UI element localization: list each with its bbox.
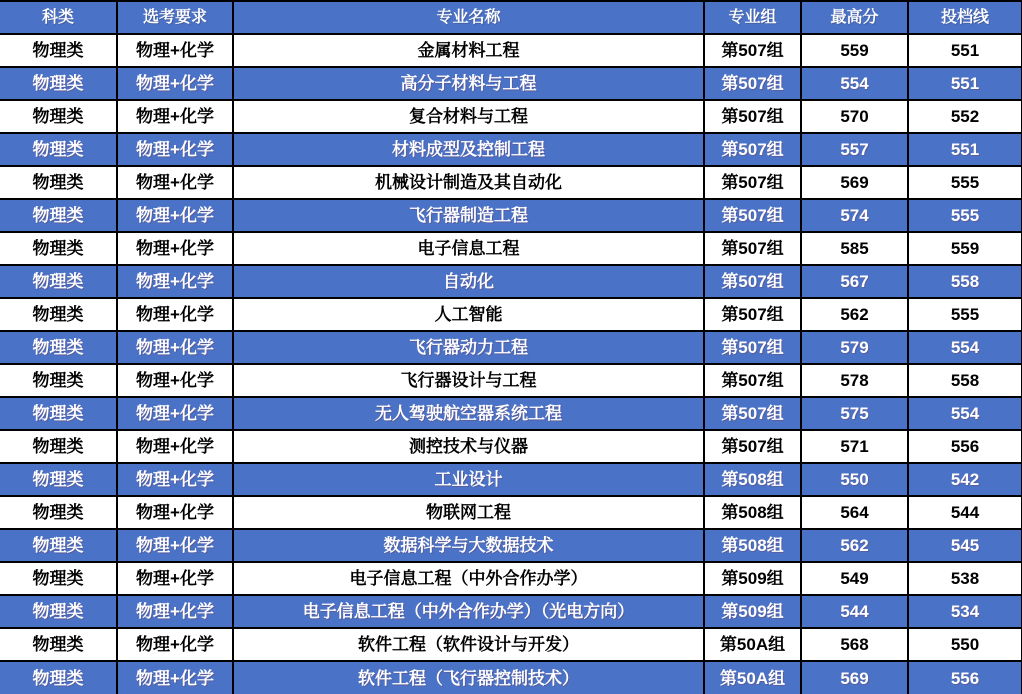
- table-cell: 第507组: [704, 166, 801, 199]
- table-cell: 机械设计制造及其自动化: [233, 166, 704, 199]
- table-row: [0, 364, 1022, 397]
- table-cell: 物理+化学: [117, 496, 233, 529]
- table-cell: 物理+化学: [117, 199, 233, 232]
- table-cell: 物理类: [0, 529, 117, 562]
- table-cell: 复合材料与工程: [233, 100, 704, 133]
- table-row: [0, 199, 1022, 232]
- table-row: [0, 298, 1022, 331]
- table-cell: 物理类: [0, 364, 117, 397]
- table-cell: 物理+化学: [117, 628, 233, 661]
- table-cell: 物理+化学: [117, 265, 233, 298]
- table-cell: 第509组: [704, 595, 801, 628]
- table-row: [0, 67, 1022, 100]
- table-cell: 物理类: [0, 661, 117, 694]
- table-cell: 第507组: [704, 67, 801, 100]
- table-row: [0, 628, 1022, 661]
- table-row: [0, 265, 1022, 298]
- table-cell: 材料成型及控制工程: [233, 133, 704, 166]
- table-cell: 550: [908, 628, 1022, 661]
- table-cell: 飞行器制造工程: [233, 199, 704, 232]
- table-cell: 物理+化学: [117, 34, 233, 67]
- table-cell: 第507组: [704, 199, 801, 232]
- table-cell: 558: [908, 265, 1022, 298]
- table-cell: 556: [908, 661, 1022, 694]
- table-cell: 555: [908, 199, 1022, 232]
- table-cell: 物理类: [0, 595, 117, 628]
- table-cell: 第508组: [704, 529, 801, 562]
- column-header: 投档线: [908, 1, 1022, 34]
- table-cell: 物理类: [0, 34, 117, 67]
- table-cell: 物理+化学: [117, 232, 233, 265]
- table-cell: 物理+化学: [117, 100, 233, 133]
- table-cell: 579: [801, 331, 908, 364]
- table-cell: 物理类: [0, 397, 117, 430]
- table-cell: 第507组: [704, 133, 801, 166]
- table-cell: 物理类: [0, 166, 117, 199]
- table-cell: 551: [908, 67, 1022, 100]
- table-cell: 554: [908, 397, 1022, 430]
- table-cell: 物理+化学: [117, 595, 233, 628]
- table-cell: 第508组: [704, 463, 801, 496]
- table-cell: 571: [801, 430, 908, 463]
- table-cell: 高分子材料与工程: [233, 67, 704, 100]
- table-cell: 飞行器设计与工程: [233, 364, 704, 397]
- table-cell: 558: [908, 364, 1022, 397]
- table-cell: 554: [908, 331, 1022, 364]
- column-header: 选考要求: [117, 1, 233, 34]
- table-cell: 物联网工程: [233, 496, 704, 529]
- table-cell: 556: [908, 430, 1022, 463]
- table-cell: 物理+化学: [117, 529, 233, 562]
- table-cell: 自动化: [233, 265, 704, 298]
- table-cell: 物理+化学: [117, 364, 233, 397]
- table-cell: 物理类: [0, 298, 117, 331]
- table-cell: 物理类: [0, 628, 117, 661]
- table-cell: 物理+化学: [117, 463, 233, 496]
- table-row: [0, 331, 1022, 364]
- table-cell: 飞行器动力工程: [233, 331, 704, 364]
- table-row: [0, 232, 1022, 265]
- table-cell: 551: [908, 133, 1022, 166]
- table-cell: 物理类: [0, 496, 117, 529]
- table-cell: 574: [801, 199, 908, 232]
- table-row: [0, 397, 1022, 430]
- table-cell: 工业设计: [233, 463, 704, 496]
- column-header: 专业名称: [233, 1, 704, 34]
- table-cell: 物理类: [0, 67, 117, 100]
- table-cell: 物理类: [0, 133, 117, 166]
- table-row: [0, 166, 1022, 199]
- table-cell: 578: [801, 364, 908, 397]
- table-cell: 软件工程（飞行器控制技术）: [233, 661, 704, 694]
- table-cell: 物理+化学: [117, 298, 233, 331]
- table-cell: 物理+化学: [117, 562, 233, 595]
- table-cell: 电子信息工程（中外合作办学）: [233, 562, 704, 595]
- table-cell: 549: [801, 562, 908, 595]
- table-row: [0, 463, 1022, 496]
- table-cell: 569: [801, 166, 908, 199]
- table-cell: 542: [908, 463, 1022, 496]
- table-cell: 568: [801, 628, 908, 661]
- table-cell: 555: [908, 298, 1022, 331]
- table-cell: 第509组: [704, 562, 801, 595]
- table-cell: 电子信息工程: [233, 232, 704, 265]
- table-cell: 电子信息工程（中外合作办学）（光电方向）: [233, 595, 704, 628]
- header-row: [0, 1, 1022, 34]
- table-cell: 570: [801, 100, 908, 133]
- table-cell: 第507组: [704, 34, 801, 67]
- table-cell: 物理+化学: [117, 661, 233, 694]
- table-cell: 物理类: [0, 430, 117, 463]
- table-cell: 物理+化学: [117, 430, 233, 463]
- table-cell: 555: [908, 166, 1022, 199]
- table-cell: 544: [801, 595, 908, 628]
- table-cell: 物理类: [0, 331, 117, 364]
- table-cell: 软件工程（软件设计与开发）: [233, 628, 704, 661]
- table-cell: 物理类: [0, 463, 117, 496]
- table-cell: 552: [908, 100, 1022, 133]
- table-cell: 物理+化学: [117, 133, 233, 166]
- table-row: [0, 529, 1022, 562]
- column-header: 科类: [0, 1, 117, 34]
- table-cell: 物理+化学: [117, 166, 233, 199]
- table-row: [0, 496, 1022, 529]
- table-cell: 557: [801, 133, 908, 166]
- table-cell: 物理+化学: [117, 397, 233, 430]
- table-cell: 人工智能: [233, 298, 704, 331]
- table-cell: 第507组: [704, 397, 801, 430]
- table-cell: 物理类: [0, 265, 117, 298]
- table-cell: 物理+化学: [117, 67, 233, 100]
- table-cell: 第507组: [704, 364, 801, 397]
- table-cell: 544: [908, 496, 1022, 529]
- table-cell: 569: [801, 661, 908, 694]
- table-cell: 562: [801, 298, 908, 331]
- table-cell: 562: [801, 529, 908, 562]
- table-row: [0, 595, 1022, 628]
- table-cell: 559: [801, 34, 908, 67]
- table-cell: 567: [801, 265, 908, 298]
- table-cell: 第507组: [704, 298, 801, 331]
- table-row: [0, 562, 1022, 595]
- table-cell: 物理类: [0, 100, 117, 133]
- table-row: [0, 661, 1022, 694]
- table-cell: 第507组: [704, 232, 801, 265]
- table-cell: 575: [801, 397, 908, 430]
- table-cell: 第507组: [704, 100, 801, 133]
- table-cell: 金属材料工程: [233, 34, 704, 67]
- table-cell: 585: [801, 232, 908, 265]
- table-row: [0, 34, 1022, 67]
- table-cell: 数据科学与大数据技术: [233, 529, 704, 562]
- table-cell: 第508组: [704, 496, 801, 529]
- table-row: [0, 100, 1022, 133]
- table-cell: 物理类: [0, 232, 117, 265]
- table-row: [0, 133, 1022, 166]
- table-cell: 第507组: [704, 430, 801, 463]
- table-cell: 550: [801, 463, 908, 496]
- table-cell: 551: [908, 34, 1022, 67]
- table-cell: 534: [908, 595, 1022, 628]
- table-cell: 545: [908, 529, 1022, 562]
- table-cell: 第50A组: [704, 628, 801, 661]
- table-cell: 554: [801, 67, 908, 100]
- table-body: [0, 34, 1022, 694]
- table-cell: 物理类: [0, 199, 117, 232]
- column-header: 专业组: [704, 1, 801, 34]
- table-cell: 无人驾驶航空器系统工程: [233, 397, 704, 430]
- table-cell: 538: [908, 562, 1022, 595]
- column-header: 最高分: [801, 1, 908, 34]
- table-cell: 559: [908, 232, 1022, 265]
- table-header: [0, 1, 1022, 34]
- table-cell: 第50A组: [704, 661, 801, 694]
- table-cell: 第507组: [704, 331, 801, 364]
- table-cell: 测控技术与仪器: [233, 430, 704, 463]
- table-cell: 564: [801, 496, 908, 529]
- table-row: [0, 430, 1022, 463]
- table-cell: 第507组: [704, 265, 801, 298]
- table-cell: 物理+化学: [117, 331, 233, 364]
- table-cell: 物理类: [0, 562, 117, 595]
